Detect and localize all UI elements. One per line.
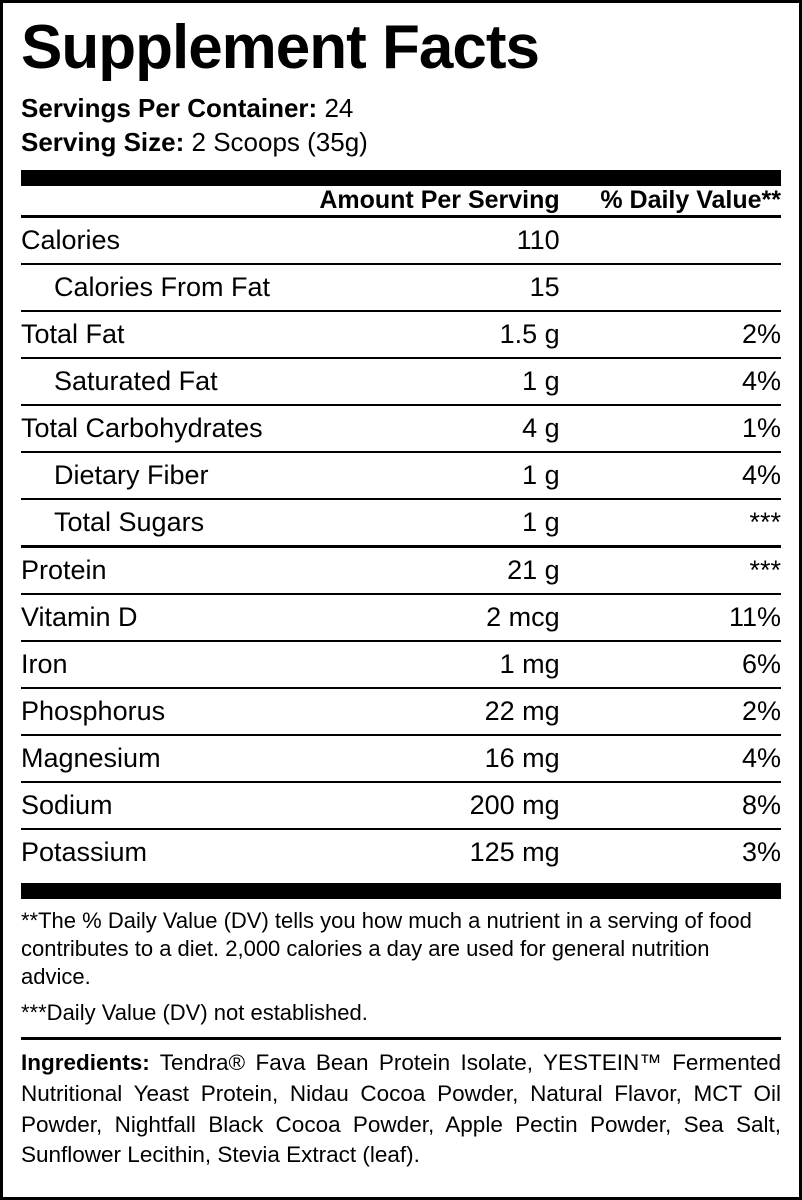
servings-info	[21, 92, 781, 160]
row-amount: 22 mg	[289, 688, 560, 735]
ingredients-divider	[21, 1037, 781, 1040]
row-amount: 125 mg	[289, 829, 560, 875]
row-amount: 1 mg	[289, 641, 560, 688]
row-amount: 1 g	[289, 499, 560, 547]
column-header-daily-value: % Daily Value**	[600, 185, 781, 214]
table-row	[21, 216, 781, 264]
table-header-row	[21, 186, 781, 217]
row-name: Sodium	[21, 782, 289, 829]
row-daily-value: 4%	[560, 358, 781, 405]
table-row	[21, 358, 781, 405]
row-amount: 16 mg	[289, 735, 560, 782]
page-title: Supplement Facts	[21, 13, 539, 82]
row-amount: 1 g	[289, 358, 560, 405]
header-divider-thick	[21, 170, 781, 186]
row-daily-value: 11%	[560, 594, 781, 641]
row-daily-value: 6%	[560, 641, 781, 688]
row-name: Calories From Fat	[21, 264, 289, 311]
table-row	[21, 405, 781, 452]
ingredients-label: Ingredients:	[21, 1050, 150, 1076]
table-row	[21, 311, 781, 358]
row-daily-value: ***	[560, 546, 781, 594]
table-row	[21, 594, 781, 641]
row-amount: 200 mg	[289, 782, 560, 829]
row-daily-value: ***	[560, 499, 781, 547]
serving-size-value: 2 Scoops (35g)	[191, 126, 368, 157]
table-row	[21, 829, 781, 875]
row-name: Potassium	[21, 829, 289, 875]
servings-per-container-label: Servings Per Container:	[21, 93, 318, 124]
table-row	[21, 452, 781, 499]
row-name: Saturated Fat	[21, 358, 289, 405]
column-header-amount-per-serving: Amount Per Serving	[319, 185, 560, 214]
row-name: Vitamin D	[21, 594, 289, 641]
column-header-blank	[21, 186, 289, 217]
row-name: Magnesium	[21, 735, 289, 782]
row-daily-value: 1%	[560, 405, 781, 452]
row-amount: 4 g	[289, 405, 560, 452]
table-row	[21, 546, 781, 594]
row-name: Total Carbohydrates	[21, 405, 289, 452]
row-name: Iron	[21, 641, 289, 688]
table-row	[21, 264, 781, 311]
row-daily-value	[560, 216, 781, 264]
row-amount: 21 g	[289, 546, 560, 594]
row-daily-value: 4%	[560, 735, 781, 782]
nutrition-table	[21, 186, 781, 875]
row-name: Total Fat	[21, 311, 289, 358]
row-name: Phosphorus	[21, 688, 289, 735]
row-daily-value: 4%	[560, 452, 781, 499]
table-row	[21, 735, 781, 782]
row-amount: 2 mcg	[289, 594, 560, 641]
row-daily-value: 3%	[560, 829, 781, 875]
table-row	[21, 688, 781, 735]
serving-size-line	[21, 126, 781, 160]
footnote-not-established: ***Daily Value (DV) not established.	[21, 1000, 368, 1026]
row-daily-value: 2%	[560, 311, 781, 358]
ingredients-text: Tendra® Fava Bean Protein Isolate, YESTEIN™ Fermented Nutritional Yeast Protein, Nidau Cocoa Powder, Natural Flavor, MCT Oil Powder, Nightfall Black Cocoa Powder, Apple Pectin Powder, Sea Salt, Sunflower Lecithin, Stevia Extract (leaf).	[21, 1050, 781, 1168]
row-name: Protein	[21, 546, 289, 594]
footnote-daily-value: **The % Daily Value (DV) tells you how much a nutrient in a serving of food contributes to a diet. 2,000 calories a day are used for general nutrition advice.	[21, 907, 752, 989]
ingredients-section	[21, 1048, 781, 1170]
serving-size-label: Serving Size:	[21, 126, 185, 157]
row-name: Dietary Fiber	[21, 452, 289, 499]
footer-divider-thick	[21, 883, 781, 899]
row-amount: 110	[289, 216, 560, 264]
table-row	[21, 499, 781, 547]
row-daily-value: 8%	[560, 782, 781, 829]
row-daily-value	[560, 264, 781, 311]
servings-per-container-line	[21, 92, 781, 126]
table-row	[21, 782, 781, 829]
row-amount: 1.5 g	[289, 311, 560, 358]
row-amount: 1 g	[289, 452, 560, 499]
row-name: Total Sugars	[21, 499, 289, 547]
servings-per-container-value: 24	[324, 93, 354, 124]
row-name: Calories	[21, 216, 289, 264]
row-amount: 15	[289, 264, 560, 311]
row-daily-value: 2%	[560, 688, 781, 735]
table-row	[21, 641, 781, 688]
